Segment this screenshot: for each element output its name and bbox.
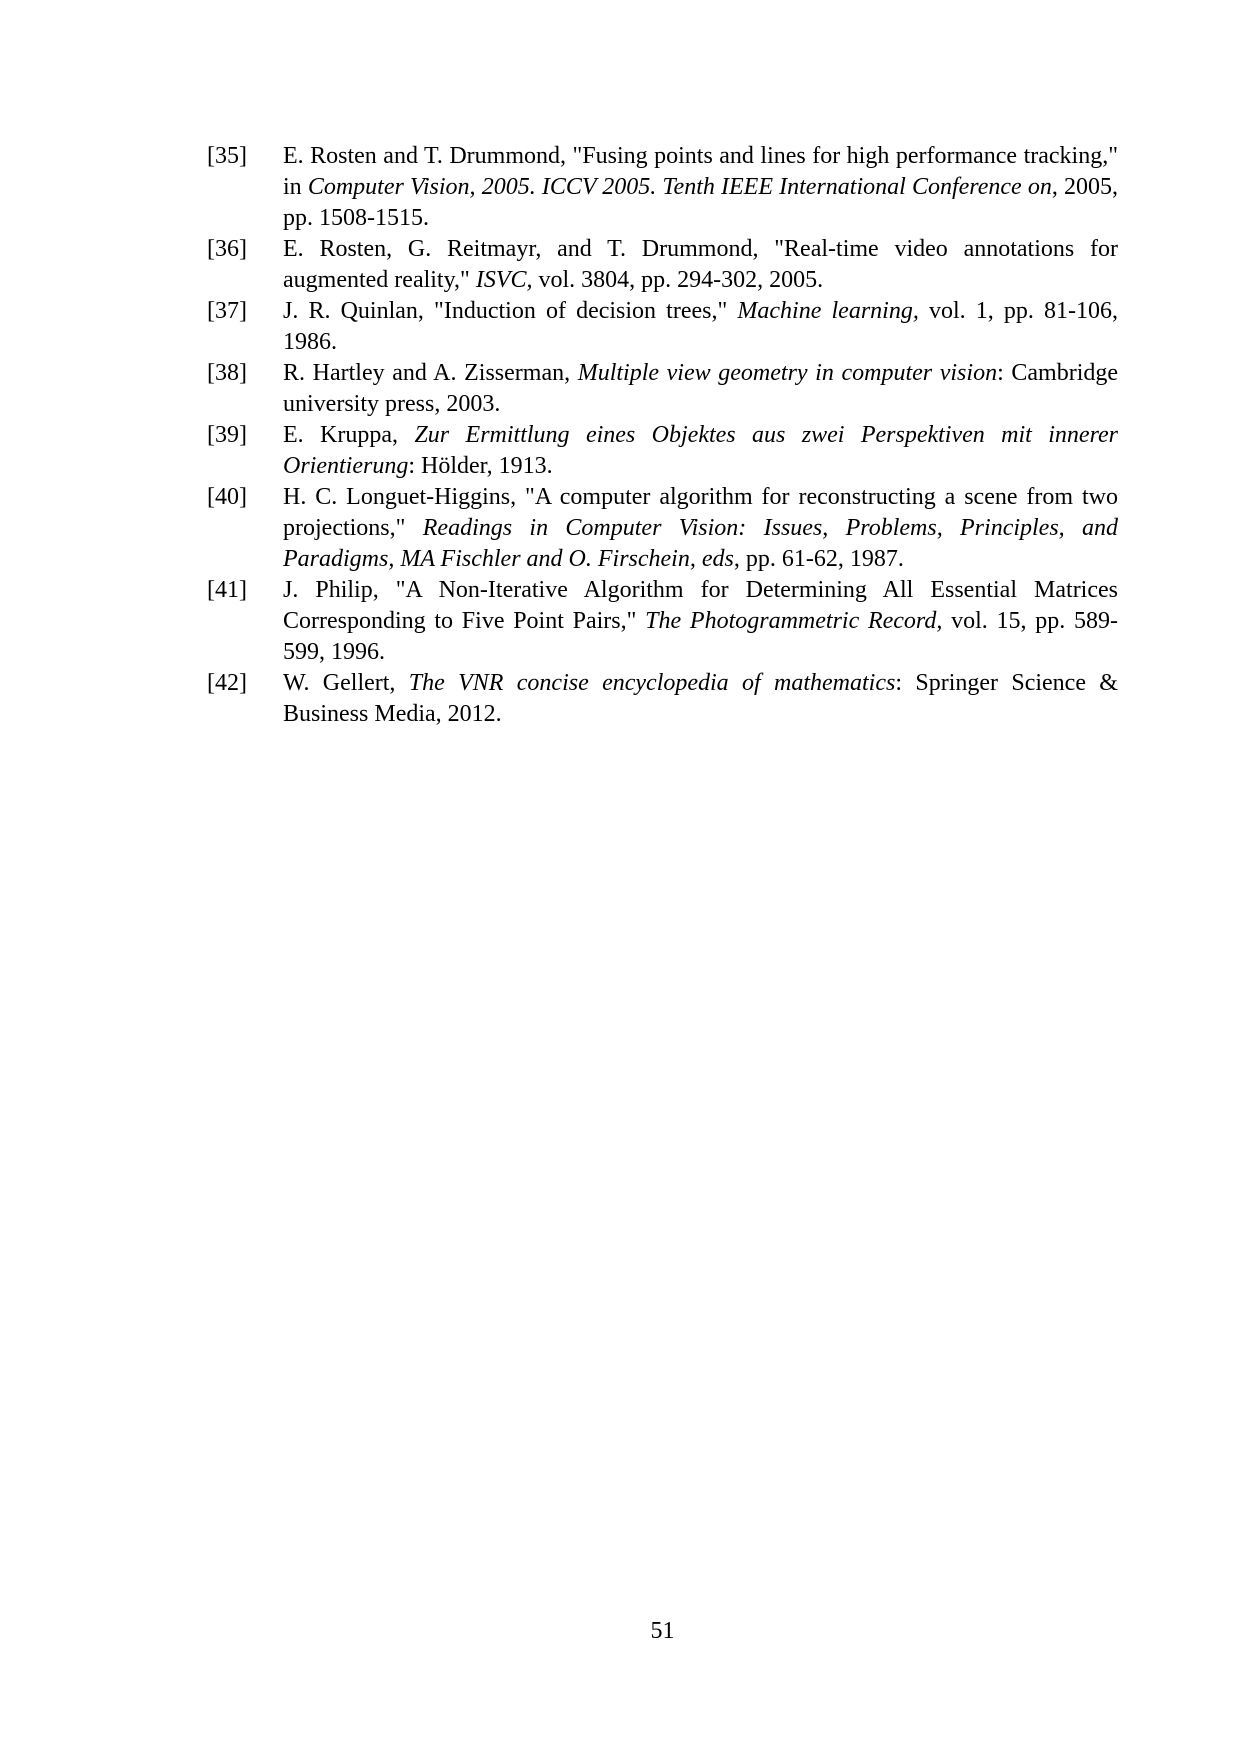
reference-segment-italic: Readings in Computer Vision: Issues, Problems, Principles, and Paradigms, MA Fischler and O. Firschein, eds (283, 515, 1118, 572)
reference-number: [37] (207, 298, 247, 324)
reference-text (283, 668, 1118, 730)
reference-segment: vol. 1, pp. 81-106, 1986. (283, 298, 1118, 355)
reference-item (207, 296, 1118, 358)
reference-number: [39] (207, 422, 247, 448)
reference-text (283, 234, 1118, 296)
reference-item (207, 420, 1118, 482)
reference-text (283, 296, 1118, 358)
reference-segment-italic: ISVC, (475, 267, 533, 293)
reference-item (207, 668, 1118, 730)
reference-segment: E. Kruppa, (283, 422, 415, 448)
page-number: 51 (650, 1618, 675, 1644)
reference-segment-italic: Multiple view geometry in computer vision (577, 360, 998, 386)
reference-segment-italic: The Photogrammetric Record, (645, 608, 943, 634)
reference-item (207, 482, 1118, 575)
reference-number: [42] (207, 670, 247, 696)
reference-segment-italic: Computer Vision, 2005. ICCV 2005. Tenth IEEE International Conference on (307, 174, 1052, 200)
reference-segment: : Hölder, 1913. (408, 453, 553, 479)
reference-segment: , 2005, pp. 1508-1515. (283, 174, 1118, 231)
reference-number: [38] (207, 360, 247, 386)
reference-number: [41] (207, 577, 247, 603)
reference-segment: W. Gellert, (283, 670, 409, 696)
reference-segment: : Cambridge university press, 2003. (283, 360, 1119, 417)
reference-text (283, 358, 1118, 420)
reference-segment: H. C. Longuet-Higgins, "A computer algorithm for reconstructing a scene from two projections," (283, 484, 1118, 541)
reference-segment: : Springer Science & Business Media, 2012. (283, 670, 1118, 727)
reference-segment: R. Hartley and A. Zisserman, (283, 360, 578, 386)
reference-segment-italic: Zur Ermittlung eines Objektes aus zwei Perspektiven mit innerer Orientierung (283, 422, 1119, 479)
reference-number: [36] (207, 236, 247, 262)
reference-number: [40] (207, 484, 247, 510)
reference-segment: , pp. 61-62, 1987. (733, 546, 904, 572)
reference-list (207, 141, 1118, 730)
reference-item (207, 234, 1118, 296)
reference-text (283, 575, 1118, 668)
reference-segment: vol. 3804, pp. 294-302, 2005. (532, 267, 824, 293)
reference-segment: J. R. Quinlan, "Induction of decision trees," (283, 298, 738, 324)
reference-item (207, 141, 1118, 234)
reference-number: [35] (207, 143, 247, 169)
reference-segment-italic: The VNR concise encyclopedia of mathematics (408, 670, 896, 696)
reference-item (207, 575, 1118, 668)
reference-text (283, 420, 1118, 482)
reference-text (283, 482, 1118, 575)
reference-text (283, 141, 1118, 234)
reference-segment: J. Philip, "A Non-Iterative Algorithm for Determining All Essential Matrices Corresponding to Five Point Pairs," (283, 577, 1118, 634)
reference-segment: E. Rosten, G. Reitmayr, and T. Drummond, "Real-time video annotations for augmented reality," (283, 236, 1118, 293)
reference-segment-italic: Machine learning, (737, 298, 919, 324)
reference-segment: E. Rosten and T. Drummond, "Fusing points and lines for high performance tracking," in (283, 143, 1118, 200)
reference-segment: vol. 15, pp. 589-599, 1996. (283, 608, 1119, 665)
reference-item (207, 358, 1118, 420)
